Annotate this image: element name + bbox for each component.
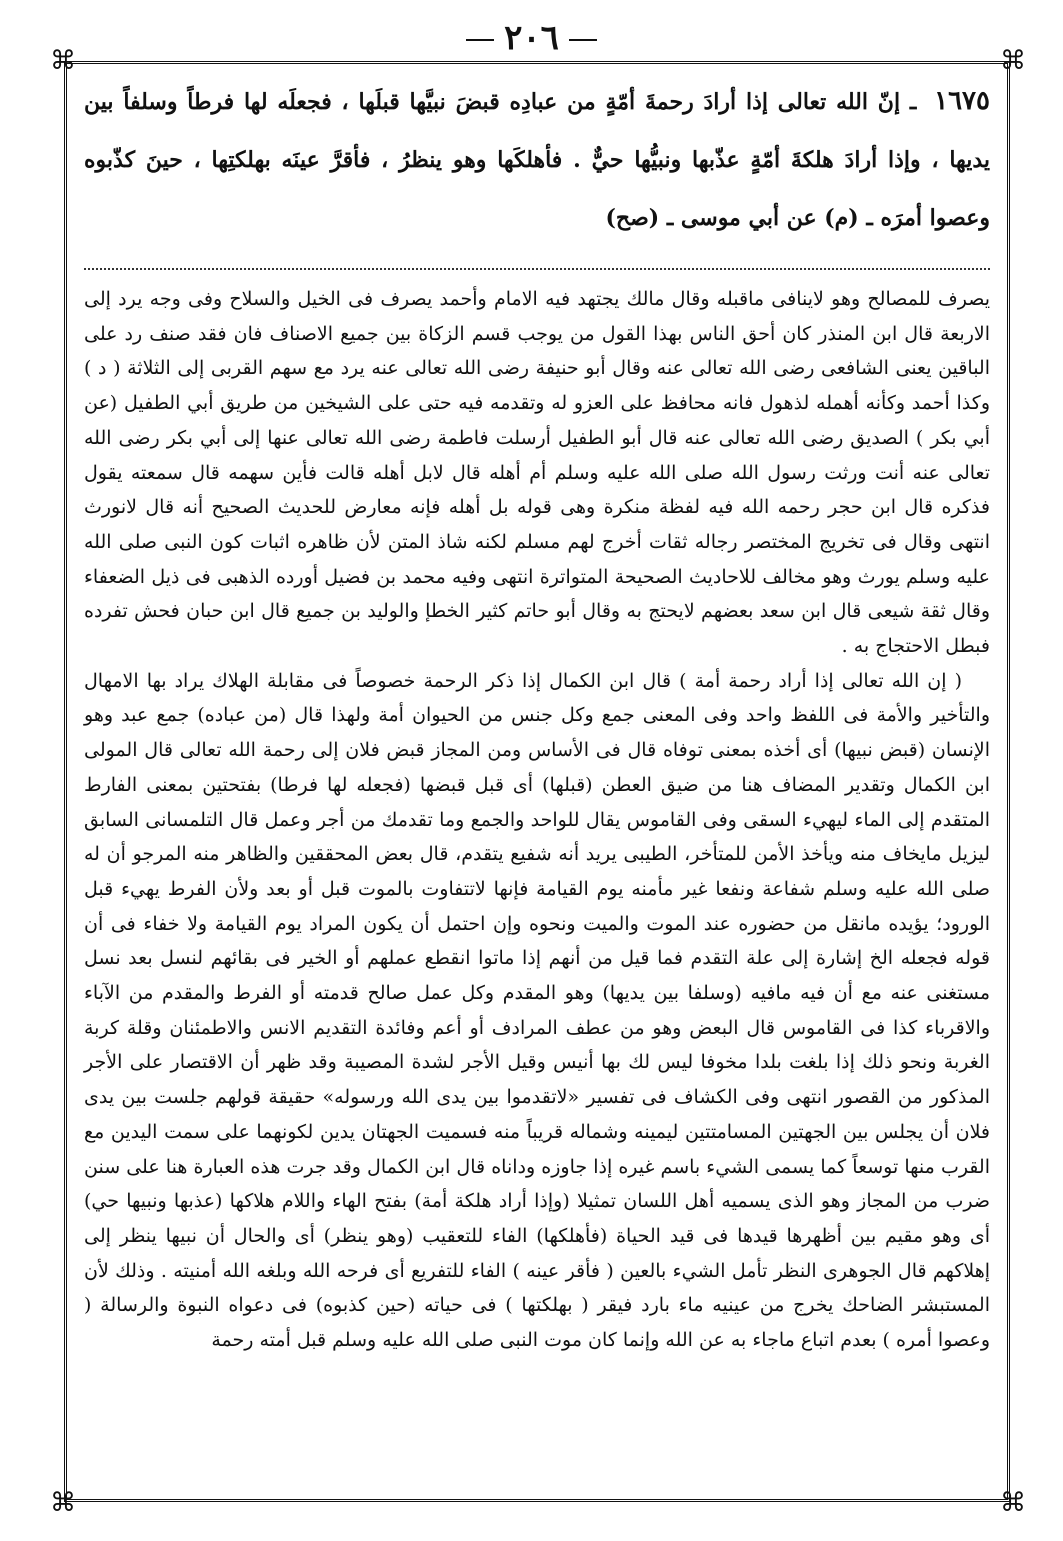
hadith-number: ١٦٧٥ (934, 86, 990, 116)
section-divider (84, 268, 990, 270)
hadith-block (84, 72, 990, 257)
page-number (0, 18, 1063, 58)
corner-ornament-icon: ⌘ (50, 1488, 76, 1518)
page-number-dash-right (569, 39, 597, 41)
hadith-text: ـ إنّ الله تعالى إذا أرادَ رحمةَ أمّةٍ من عبادِه قبضَ نبيَّها قبلَها ، فجعلَه لها فرطاً وسلفاً بين يديها ، وإذا أرادَ هلكةَ أمّةٍ عذّبها ونبيُّها حيٌّ . فأهلكَها وهو ينظرُ ، فأقرَّ عينَه بهلكتِها ، حينَ كذّبوه وعصوا أمرَه ـ (م) عن أبي موسى ـ (صح) (84, 89, 990, 231)
commentary-paragraph: ( إن الله تعالى إذا أراد رحمة أمة ) قال ابن الكمال إذا ذكر الرحمة خصوصاً فى مقابلة الهلاك يراد بها الامهال والتأخير والأمة فى اللفظ واحد وفى المعنى جمع وكل جنس من الحيوان أمة ولهذا قال (من عباده) جمع عبد وهو الإنسان (قبض نبيها) أى أخذه بمعنى توفاه قال فى الأساس ومن المجاز قبض فلان إلى رحمة الله تعالى قال المولى ابن الكمال وتقدير المضاف هنا من ضيق العطن (قبلها) أى قبل قبضها (فجعله لها فرطا) بفتحتين بمعنى الفارط المتقدم إلى الماء ليهيء السقى وفى القاموس يقال للواحد والجمع وما تقدمك من أجر وعمل قال التلمسانى السابق ليزيل مايخاف منه ويأخذ الأمن للمتأخر، الطيبى يريد أنه شفيع يتقدم، قال بعض المحققين والظاهر منه المرجو أن له صلى الله عليه وسلم شفاعة ونفعا غير مأمنه يوم القيامة فإنها لاتتفاوت بالموت قبل أو بعد ولأن الفرط يهيء قبل الورود؛ يؤيده مانقل من حضوره عند الموت والميت ونحوه وإن احتمل أن يكون المراد يوم القيامة ولا خفاء فى أن قوله فجعله الخ إشارة إلى علة التقدم فما قيل من أنهم إذا ماتوا انقطع عملهم أو الخير فى بقائهم لنسل بعد نسل مستغنى عنه مع أن فيه مافيه (وسلفا بين يديها) وهو المقدم وكل عمل صالح قدمته أو الفرط والمقدم من الآباء والاقرباء كذا فى القاموس قال البعض وهو من عطف المرادف أو أعم وفائدة التقديم الانس والاطمئنان وقلة كربة الغربة ونحو ذلك إذا بلغت بلدا مخوفا ليس لك بها أنيس وقيل الأجر لشدة المصيبة وقد ظهر أن الاقتصار على الأجر المذكور من القصور انتهى وفى الكشاف فى تفسير «لاتقدموا بين يدى الله ورسوله» حقيقة قولهم جلست بين يدى فلان أن يجلس بين الجهتين المسامتتين ليمينه وشماله قريباً منه فسميت الجهتان يدين لكونهما على سمت اليدين مع القرب منها توسعاً كما يسمى الشيء باسم غيره إذا جاوزه وداناه قال ابن الكمال وقد جرت هذه العبارة هنا على سنن ضرب من المجاز وهو الذى يسميه أهل اللسان تمثيلا (وإذا أراد هلكة أمة) بفتح الهاء واللام هلاكها (عذبها ونبيها حي) أى وهو مقيم بين أظهرها قيدها فى قيد الحياة (فأهلكها) الفاء للتعقيب (وهو ينظر) أى والحال أن نبيها ينظر إلى إهلاكهم قال الجوهرى النظر تأمل الشيء بالعين ( فأقر عينه ) الفاء للتفريع أى فرحه الله وبلغه الله أمنيته . وذلك لأن المستبشر الضاحك يخرج من عينيه ماء بارد فيقر ( بهلكتها ) فى حياته (حين كذبوه) فى دعواه النبوة والرسالة ( وعصوا أمره ) بعدم اتباع ماجاء به عن الله وإنما كان موت النبى صلى الله عليه وسلم قبل أمته رحمة (84, 669, 990, 1352)
commentary-paragraph: يصرف للمصالح وهو لاينافى ماقبله وقال مالك يجتهد فيه الامام وأحمد يصرف فى الخيل والسلاح وفى وجه يرد إلى الاربعة قال ابن المنذر كان أحق الناس بهذا القول من يوجب قسم الزكاة بين جميع الاصناف فان فقد صنف رد على الباقين يعنى الشافعى رضى الله تعالى عنه وقال أبو حنيفة رضى الله تعالى عنه يرد مع سهم القربى إلى الثلاثة ( د ) وكذا أحمد وكأنه أهمله لذهول فانه محافظ على العزو له وتقدمه فيه حتى على الشيخين من طريق أبي الطفيل (عن أبي بكر ) الصديق رضى الله تعالى عنه قال أبو الطفيل أرسلت فاطمة رضى الله تعالى عنها إلى أبي بكر رضى الله تعالى عنه أنت ورثت رسول الله صلى الله عليه وسلم أم أهله قال لابل أهله قالت فأين سهمه قال سمعته يقول فذكره قال ابن حجر رحمه الله فيه لفظة منكرة وهى قوله بل أهله فإنه معارض للحديث الصحيح أنه قال لانورث انتهى وقال فى تخريج المختصر رجاله ثقات أخرج لهم مسلم لكنه شاذ المتن لأن ظاهره اثبات كون النبى صلى الله عليه وسلم يورث وهو مخالف للاحاديث الصحيحة المتواترة انتهى وفيه محمد بن فضيل أورده الذهبى فى ذيل الضعفاء وقال ثقة شيعى قال ابن سعد بعضهم لايحتج به وقال أبو حاتم كثير الخطإ والوليد بن جميع قال ابن حبان فحش تفرده فبطل الاحتجاج به . (84, 288, 990, 658)
commentary-block (84, 282, 990, 1494)
corner-ornament-icon: ⌘ (1000, 1488, 1026, 1518)
page-number-dash-left (466, 39, 494, 41)
page-number-text: ٢٠٦ (504, 18, 559, 58)
corner-ornament-icon: ⌘ (50, 46, 76, 76)
corner-ornament-icon: ⌘ (1000, 46, 1026, 76)
